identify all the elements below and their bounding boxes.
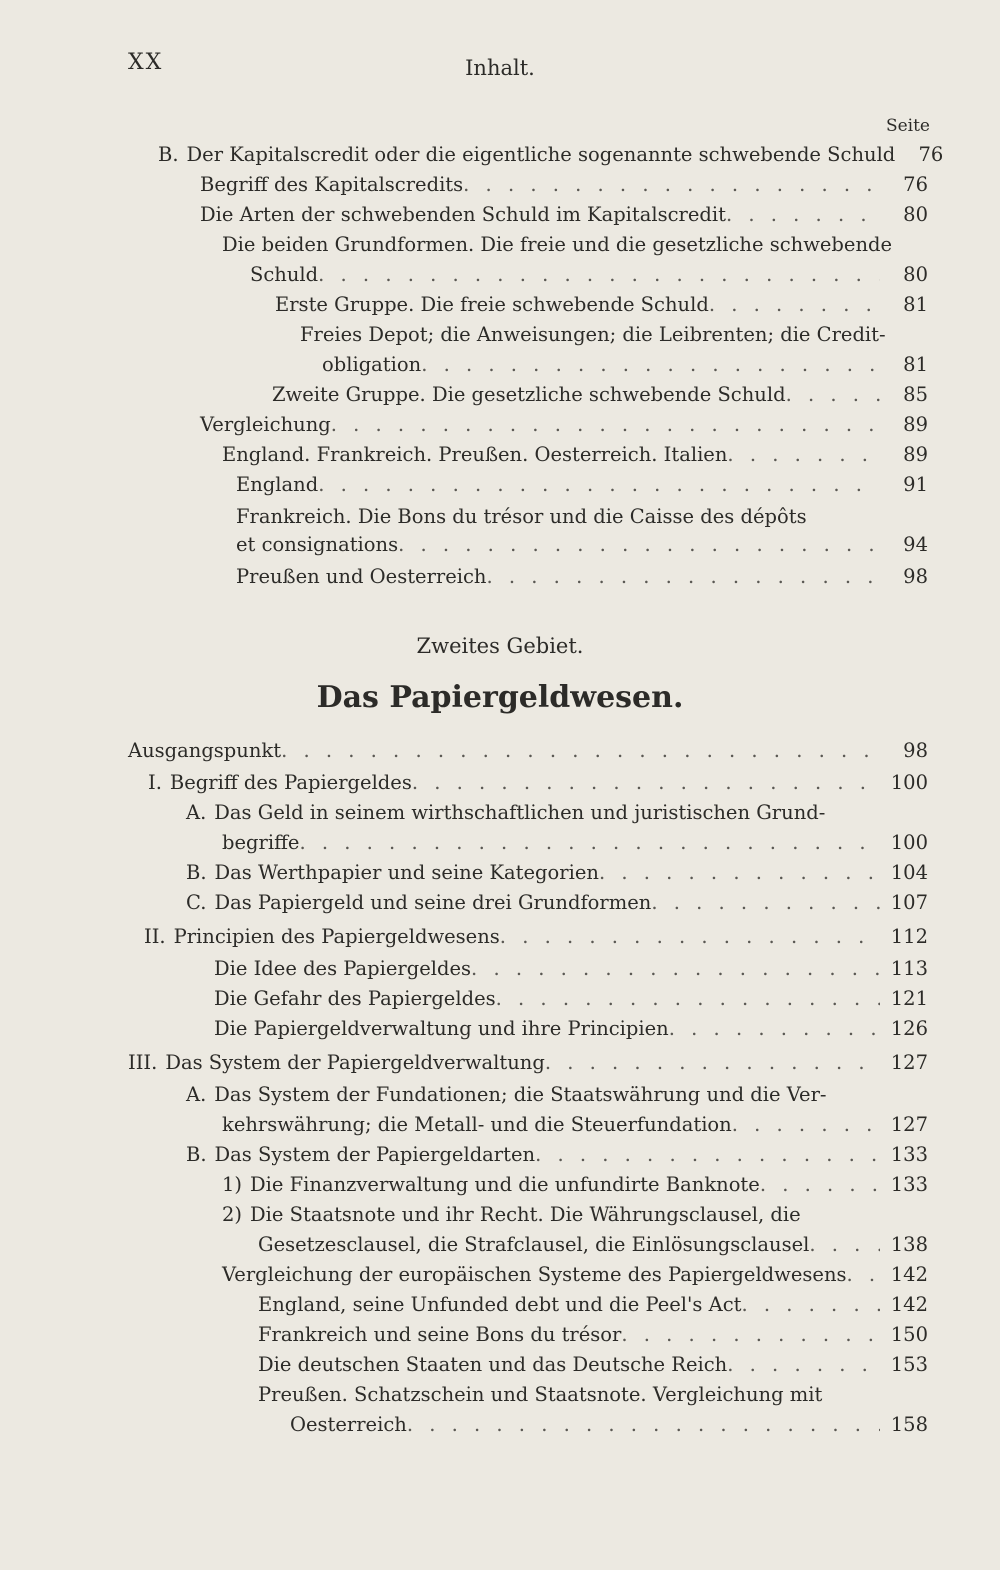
dot-leader	[486, 562, 880, 592]
toc-entry-text: Das Geld in seinem wirthschaftlichen und juristischen Grund-	[214, 801, 826, 824]
toc-entry	[186, 1080, 928, 1110]
dot-leader	[500, 922, 880, 952]
toc-entry-page: 133	[890, 1173, 928, 1196]
toc-entry-page: 142	[890, 1293, 928, 1316]
toc-entry-label: A.	[186, 1083, 207, 1106]
toc-entry	[275, 290, 928, 320]
toc-entry-text: Frankreich. Die Bons du trésor und die Caisse des dépôts	[236, 505, 807, 528]
toc-entry-text: Die Staatsnote und ihr Recht. Die Währungsclausel, die	[250, 1203, 801, 1226]
toc-entry-text: Erste Gruppe. Die freie schwebende Schuld	[275, 293, 709, 316]
toc-entry-page: 127	[890, 1051, 928, 1074]
toc-entry	[200, 410, 928, 440]
dot-leader	[421, 350, 880, 380]
toc-entry	[186, 888, 928, 918]
toc-entry-text: Begriff des Kapitalscredits	[200, 173, 464, 196]
toc-entry-text: Zweite Gruppe. Die gesetzliche schwebende Schuld	[272, 383, 786, 406]
toc-entry-text: Das Werthpapier und seine Kategorien	[214, 861, 599, 884]
toc-entry	[258, 1380, 928, 1410]
toc-entry-text: Die Gefahr des Papiergeldes	[214, 987, 496, 1010]
toc-entry	[158, 140, 944, 170]
toc-entry	[128, 736, 928, 766]
toc-entry-page: 80	[903, 203, 928, 226]
dot-leader	[847, 1260, 880, 1290]
toc-entry-page: 98	[903, 565, 928, 588]
toc-entry-text: Freies Depot; die Anweisungen; die Leibrenten; die Credit-	[300, 323, 886, 346]
toc-entry-text: Principien des Papiergeldwesens	[173, 925, 500, 948]
toc-entry-page: 94	[903, 533, 928, 556]
toc-entry-page: 126	[890, 1017, 928, 1040]
toc-entry-text: Die Finanzverwaltung und die unfundirte Banknote	[250, 1173, 760, 1196]
toc-entry-text: Vergleichung der europäischen Systeme des Papiergeldwesens	[222, 1263, 847, 1286]
toc-entry	[200, 200, 928, 230]
toc-entry	[128, 1048, 928, 1078]
toc-entry	[290, 1410, 928, 1440]
toc-entry-page: 121	[890, 987, 928, 1010]
toc-entry	[300, 320, 928, 350]
toc-entry-page: 100	[890, 831, 928, 854]
toc-entry-page: 104	[890, 861, 928, 884]
toc-entry	[250, 260, 928, 290]
toc-entry-page: 150	[890, 1323, 928, 1346]
toc-entry-text: Das System der Papiergeldverwaltung	[165, 1051, 545, 1074]
toc-entry-page: 112	[890, 925, 928, 948]
dot-leader	[463, 170, 880, 200]
section-main-title: Das Papiergeldwesen.	[316, 680, 684, 715]
toc-entry-page: 100	[890, 771, 928, 794]
toc-entry-page: 98	[903, 739, 928, 762]
toc-entry	[222, 1260, 928, 1290]
dot-leader	[412, 768, 880, 798]
toc-entry-label: B.	[186, 861, 207, 884]
dot-leader	[281, 736, 880, 766]
toc-entry	[214, 984, 928, 1014]
toc-entry-text: Die Papiergeldverwaltung und ihre Principien	[214, 1017, 669, 1040]
dot-leader	[669, 1014, 880, 1044]
toc-entry-label: I.	[148, 771, 162, 794]
toc-entry-text: Die Idee des Papiergeldes	[214, 957, 472, 980]
toc-entry-text: Schuld	[250, 263, 319, 286]
toc-entry	[236, 470, 928, 500]
toc-entry-text: England, seine Unfunded debt und die Peel's Act	[258, 1293, 742, 1316]
dot-leader	[726, 200, 880, 230]
toc-entry-page: 113	[890, 957, 928, 980]
toc-entry-text: Die Arten der schwebenden Schuld im Kapitalscredit	[200, 203, 726, 226]
toc-entry-label: 2)	[222, 1203, 243, 1226]
toc-entry	[148, 768, 928, 798]
toc-entry	[222, 440, 928, 470]
dot-leader	[496, 984, 880, 1014]
dot-leader	[741, 1290, 880, 1320]
toc-entry	[200, 170, 928, 200]
toc-entry	[186, 858, 928, 888]
dot-leader	[809, 1230, 880, 1260]
toc-entry-label: A.	[186, 801, 207, 824]
toc-entry-page: 89	[903, 413, 928, 436]
toc-entry	[222, 230, 928, 260]
toc-entry-page: 138	[890, 1233, 928, 1256]
toc-entry	[222, 1170, 928, 1200]
toc-entry-text: Der Kapitalscredit oder die eigentliche sogenannte schwebende Schuld	[186, 143, 896, 166]
dot-leader	[318, 260, 880, 290]
page-number: XX	[128, 50, 164, 75]
toc-entry-page: 89	[903, 443, 928, 466]
dot-leader	[760, 1170, 880, 1200]
toc-entry-text: Preußen. Schatzschein und Staatsnote. Vergleichung mit	[258, 1383, 823, 1406]
toc-entry	[272, 380, 928, 410]
toc-entry-text: Vergleichung	[200, 413, 331, 436]
toc-entry-text: Begriff des Papiergeldes	[169, 771, 412, 794]
toc-entry-text: kehrswährung; die Metall- und die Steuerfundation	[222, 1113, 732, 1136]
toc-entry	[222, 1110, 928, 1140]
toc-entry-page: 107	[890, 891, 928, 914]
toc-entry	[258, 1230, 928, 1260]
toc-entry-text: Gesetzesclausel, die Strafclausel, die Einlösungsclausel	[258, 1233, 810, 1256]
dot-leader	[535, 1140, 880, 1170]
toc-entry-label: 1)	[222, 1173, 243, 1196]
toc-entry-text: Die deutschen Staaten und das Deutsche Reich	[258, 1353, 728, 1376]
toc-entry-text: Oesterreich	[290, 1413, 407, 1436]
toc-entry-page: 91	[903, 473, 928, 496]
page-column-label: Seite	[885, 116, 930, 136]
toc-entry-label: B.	[186, 1143, 207, 1166]
toc-entry-page: 153	[890, 1353, 928, 1376]
toc-entry	[236, 530, 928, 560]
dot-leader	[471, 954, 880, 984]
toc-entry-label: B.	[158, 143, 179, 166]
dot-leader	[727, 1350, 880, 1380]
running-title: Inhalt.	[465, 56, 535, 80]
toc-entry	[258, 1320, 928, 1350]
dot-leader	[318, 470, 880, 500]
dot-leader	[599, 858, 880, 888]
toc-entry	[322, 350, 928, 380]
toc-entry-text: Preußen und Oesterreich	[236, 565, 487, 588]
toc-entry	[222, 1200, 928, 1230]
toc-entry-label: C.	[186, 891, 207, 914]
toc-entry	[236, 502, 928, 532]
toc-entry-page: 142	[890, 1263, 928, 1286]
toc-entry	[186, 1140, 928, 1170]
section-area-heading: Zweites Gebiet.	[416, 634, 584, 658]
toc-entry	[258, 1350, 928, 1380]
toc-entry-text: Ausgangspunkt	[128, 739, 282, 762]
dot-leader	[299, 828, 880, 858]
dot-leader	[651, 888, 880, 918]
toc-entry-page: 81	[903, 293, 928, 316]
toc-entry-page: 158	[890, 1413, 928, 1436]
toc-entry-text: England. Frankreich. Preußen. Oesterreich. Italien	[222, 443, 728, 466]
dot-leader	[732, 1110, 880, 1140]
toc-entry-page: 81	[903, 353, 928, 376]
toc-entry	[236, 562, 928, 592]
toc-entry-text: obligation	[322, 353, 422, 376]
toc-entry	[214, 1014, 928, 1044]
dot-leader	[398, 530, 880, 560]
toc-entry-text: Das System der Fundationen; die Staatswährung und die Ver-	[214, 1083, 827, 1106]
toc-entry-page: 80	[903, 263, 928, 286]
toc-entry-text: Frankreich und seine Bons du trésor	[258, 1323, 622, 1346]
dot-leader	[709, 290, 880, 320]
toc-entry-text: Das Papiergeld und seine drei Grundformen	[214, 891, 652, 914]
dot-leader	[331, 410, 880, 440]
toc-entry-page: 85	[903, 383, 928, 406]
toc-entry-label: II.	[144, 925, 166, 948]
dot-leader	[407, 1410, 880, 1440]
dot-leader	[786, 380, 880, 410]
toc-entry-text: begriffe	[222, 831, 300, 854]
toc-entry	[222, 828, 928, 858]
toc-entry-label: III.	[128, 1051, 158, 1074]
dot-leader	[545, 1048, 880, 1078]
toc-entry-text: England	[236, 473, 319, 496]
toc-entry-text: et consignations	[236, 533, 399, 556]
toc-entry-page: 76	[918, 143, 944, 166]
toc-entry	[186, 798, 928, 828]
toc-entry	[258, 1290, 928, 1320]
toc-entry-page: 76	[903, 173, 928, 196]
dot-leader	[727, 440, 880, 470]
toc-entry	[144, 922, 928, 952]
toc-entry-text: Das System der Papiergeldarten	[214, 1143, 536, 1166]
toc-entry-page: 133	[890, 1143, 928, 1166]
dot-leader	[621, 1320, 880, 1350]
toc-entry-page: 127	[890, 1113, 928, 1136]
toc-entry-text: Die beiden Grundformen. Die freie und die gesetzliche schwebende	[222, 233, 893, 256]
toc-entry	[214, 954, 928, 984]
